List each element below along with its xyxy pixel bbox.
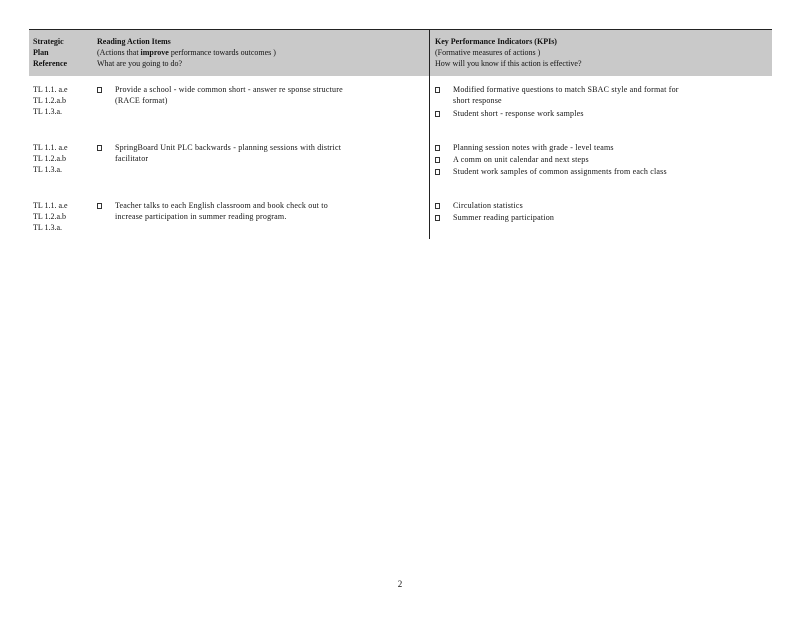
row-1-action-1-line1: Provide a school - wide common short - answer re sponse structure bbox=[115, 85, 343, 94]
row-2-ref-2: TL 1.2.a.b bbox=[33, 154, 67, 163]
row-1-kpi-1 bbox=[453, 84, 765, 106]
header-col3-subtitle: (Formative measures of actions ) bbox=[435, 48, 541, 57]
row-1-kpi-1-line2: short response bbox=[453, 96, 502, 105]
header-col1-line2: Plan bbox=[33, 48, 49, 57]
header-col1-line1: Strategic bbox=[33, 37, 64, 46]
row-2-action-1-line1: SpringBoard Unit PLC backwards - planning sessions with district bbox=[115, 143, 342, 152]
row-3-kpi-2 bbox=[453, 212, 765, 223]
row-3-action-1-line2: increase participation in summer reading program. bbox=[115, 212, 287, 221]
header-col2-subtitle bbox=[97, 47, 417, 58]
row-2-kpi-1 bbox=[453, 142, 765, 153]
bullet-icon bbox=[435, 157, 440, 163]
row-2-references bbox=[33, 142, 68, 175]
column-divider bbox=[429, 30, 430, 239]
header-col1-line3: Reference bbox=[33, 59, 68, 68]
row-1-ref-2: TL 1.2.a.b bbox=[33, 96, 67, 105]
row-1-ref-3: TL 1.3.a. bbox=[33, 107, 63, 116]
table-header bbox=[29, 30, 772, 76]
row-2-kpi-2-line1: A comm on unit calendar and next steps bbox=[453, 155, 589, 164]
row-2-kpi-3 bbox=[453, 166, 765, 177]
bullet-icon bbox=[97, 87, 102, 93]
header-col3-question: How will you know if this action is effective? bbox=[435, 59, 582, 68]
row-2-action-1-line2: facilitator bbox=[115, 154, 149, 163]
row-3-action-1 bbox=[115, 200, 415, 222]
header-strategic-plan-reference bbox=[33, 36, 67, 69]
row-3-kpi-1 bbox=[453, 200, 765, 211]
bullet-icon bbox=[97, 203, 102, 209]
page-number: 2 bbox=[397, 579, 403, 589]
row-2-kpi-1-line1: Planning session notes with grade - level teams bbox=[453, 143, 614, 152]
row-3-kpi-1-line1: Circulation statistics bbox=[453, 201, 523, 210]
row-1-kpi-1-line1: Modified formative questions to match SBAC style and format for bbox=[453, 85, 679, 94]
row-1-kpi-2 bbox=[453, 108, 765, 119]
bullet-icon bbox=[435, 111, 440, 117]
header-reading-action-items bbox=[97, 36, 417, 69]
bullet-icon bbox=[97, 145, 102, 151]
header-col3-title: Key Performance Indicators (KPIs) bbox=[435, 37, 557, 46]
row-2-action-1 bbox=[115, 142, 415, 164]
row-2-ref-3: TL 1.3.a. bbox=[33, 165, 63, 174]
row-2-kpi-2 bbox=[453, 154, 765, 165]
header-col2-title: Reading Action Items bbox=[97, 37, 171, 46]
header-col2-sub-bold: improve bbox=[140, 48, 169, 57]
row-1-ref-1: TL 1.1. a.e bbox=[33, 85, 68, 94]
header-col2-sub-after: performance towards outcomes ) bbox=[168, 48, 276, 57]
row-3-references bbox=[33, 200, 68, 233]
row-1-references bbox=[33, 84, 68, 117]
row-3-ref-3: TL 1.3.a. bbox=[33, 223, 63, 232]
action-plan-table bbox=[29, 29, 772, 239]
row-3-ref-2: TL 1.2.a.b bbox=[33, 212, 67, 221]
row-3-action-1-line1: Teacher talks to each English classroom and book check out to bbox=[115, 201, 328, 210]
bullet-icon bbox=[435, 87, 440, 93]
bullet-icon bbox=[435, 203, 440, 209]
header-kpis bbox=[435, 36, 765, 69]
bullet-icon bbox=[435, 169, 440, 175]
row-1-kpi-2-line1: Student short - response work samples bbox=[453, 109, 584, 118]
row-1-action-1 bbox=[115, 84, 415, 106]
row-2-ref-1: TL 1.1. a.e bbox=[33, 143, 68, 152]
bullet-icon bbox=[435, 215, 440, 221]
header-col2-sub-before: (Actions that bbox=[97, 48, 141, 57]
header-col2-question: What are you going to do? bbox=[97, 59, 183, 68]
row-3-kpi-2-line1: Summer reading participation bbox=[453, 213, 555, 222]
row-1-action-1-line2: (RACE format) bbox=[115, 96, 168, 105]
bullet-icon bbox=[435, 145, 440, 151]
row-2-kpi-3-line1: Student work samples of common assignments from each class bbox=[453, 167, 667, 176]
row-3-ref-1: TL 1.1. a.e bbox=[33, 201, 68, 210]
